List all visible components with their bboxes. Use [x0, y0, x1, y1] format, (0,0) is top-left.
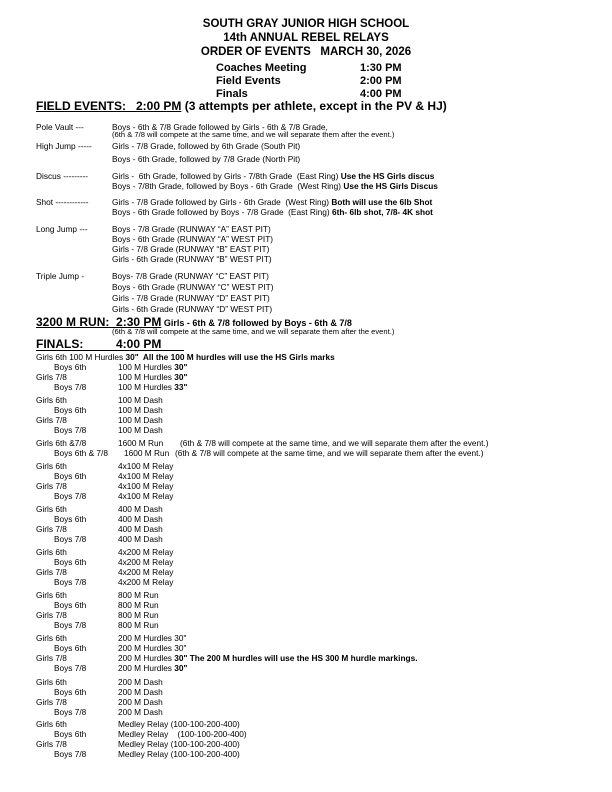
row-event: 1600 M Run	[118, 438, 164, 448]
row-group: Girls 6th	[36, 504, 67, 514]
row-note: (6th & 7/8 will compete at the same time, and we will separate them after the event.)	[175, 448, 484, 458]
event-note: Both will use the 6lb Shot	[331, 197, 433, 207]
row-event: 800 M Run	[118, 610, 159, 620]
row-group: Boys 7/8	[54, 663, 87, 673]
row-group: Boys 7/8	[54, 491, 87, 501]
row-group: Boys 7/8	[54, 534, 87, 544]
row-event: 400 M Dash	[118, 514, 163, 524]
field-events-heading	[36, 100, 447, 113]
event-name: Triple Jump -	[36, 271, 85, 281]
row-group: Girls 7/8	[36, 372, 67, 382]
field-events-note: (3 attempts per athlete, except in the PV & HJ)	[181, 99, 447, 113]
row-group: Boys 6th	[54, 687, 87, 697]
event-name: Discus ---------	[36, 171, 89, 181]
school-title: SOUTH GRAY JUNIOR HIGH SCHOOL	[202, 18, 410, 30]
row-event: 200 M Dash	[118, 697, 163, 707]
row-group: Boys 6th	[54, 729, 87, 739]
row-group: Girls 6th	[36, 590, 67, 600]
event-line: Girls - 7/8 Grade, followed by 6th Grade (South Pit)	[112, 141, 301, 151]
row-group: Girls 7/8	[36, 415, 67, 425]
row-event: 200 M Dash	[118, 687, 163, 697]
row-group: Girls 7/8	[36, 610, 67, 620]
event-line: Boys - 6th Grade (RUNWAY “A” WEST PIT)	[112, 234, 274, 244]
event-line: Boys - 6th & 7/8 Grade followed by Girls - 6th & 7/8 Grade,	[112, 122, 328, 132]
row-event: 400 M Dash	[118, 534, 163, 544]
finals-label: FINALS:	[36, 337, 84, 351]
row-event: 400 M Dash	[118, 524, 163, 534]
row-event: 4x100 M Relay	[118, 461, 174, 471]
row-note: (6th & 7/8 will compete at the same time, and we will separate them after the event.)	[180, 438, 489, 448]
row-group: Girls 7/8	[36, 481, 67, 491]
event-line: (6th & 7/8 will compete at the same time, and we will separate them after the event.)	[112, 130, 395, 139]
schedule-label: Finals	[216, 88, 248, 100]
row-event-text: 100 M Hurdles	[118, 382, 175, 392]
row-note: 30"	[174, 372, 188, 382]
event-text: Boys - 6th Grade followed by Boys - 7/8 Grade (East Ring)	[112, 207, 332, 217]
row-event: 100 M Dash	[118, 395, 163, 405]
row-event: 100 M Dash	[118, 405, 163, 415]
row-group: Boys 7/8	[54, 425, 87, 435]
row-event: 200 M Hurdles 30"	[118, 633, 187, 643]
row-event: Medley Relay (100-100-200-400)	[118, 739, 240, 749]
row-note: 30"	[174, 362, 188, 372]
event-name: Shot ------------	[36, 197, 89, 207]
meet-title: 14th ANNUAL REBEL RELAYS	[223, 32, 389, 44]
event-text: Girls - 6th Grade, followed by Girls - 7/8th Grade (East Ring)	[112, 171, 341, 181]
event-text: Girls - 7/8 Grade followed by Girls - 6th Grade (West Ring)	[112, 197, 332, 207]
row-group: Girls 7/8	[36, 653, 67, 663]
row-group: Girls 6th	[36, 719, 67, 729]
row-group: Boys 6th	[54, 600, 87, 610]
row-group: Boys 7/8	[54, 382, 87, 392]
event-line: Girls - 6th Grade (RUNWAY “D” WEST PIT)	[112, 304, 273, 314]
schedule-label: Coaches Meeting	[216, 62, 307, 74]
event-line: Boys - 7/8 Grade (RUNWAY “A” EAST PIT)	[112, 224, 271, 234]
row-event: 1600 M Run	[124, 448, 170, 458]
row-group: Girls 6th 100 M Hurdles	[36, 352, 126, 362]
row-note: 30" The 200 M hurdles will use the HS 300 M hurdle markings.	[174, 653, 418, 663]
row-group: Boys 6th	[54, 514, 87, 524]
row-event: 400 M Dash	[118, 504, 163, 514]
row-event: 4x200 M Relay	[118, 567, 174, 577]
row-group: Girls 7/8	[36, 739, 67, 749]
row-event: Medley Relay (100-100-200-400)	[118, 729, 247, 739]
row-group: Girls 6th &7/8	[36, 438, 87, 448]
event-note: 6th- 6lb shot, 7/8- 4K shot	[331, 207, 433, 217]
row-event-text: 200 M Hurdles	[118, 663, 175, 673]
row-group: Boys 7/8	[54, 620, 87, 630]
row-event: 100 M Dash	[118, 415, 163, 425]
row-event: 100 M Dash	[118, 425, 163, 435]
row-event: 200 M Hurdles 30"	[118, 643, 187, 653]
row-event: 4x200 M Relay	[118, 557, 174, 567]
event-line: Girls - 6th Grade (RUNWAY “B” WEST PIT)	[112, 254, 272, 264]
row-event: 4x200 M Relay	[118, 577, 174, 587]
event-note: Use the HS Girls Discus	[343, 181, 438, 191]
row-event: 800 M Run	[118, 620, 159, 630]
row-event: 4x100 M Relay	[118, 481, 174, 491]
row-group: Girls 7/8	[36, 524, 67, 534]
event-name: Pole Vault ---	[36, 122, 84, 132]
row-event	[118, 372, 187, 382]
row-event: 800 M Run	[118, 590, 159, 600]
row-group: Girls 6th	[36, 395, 67, 405]
event-text: Boys - 7/8th Grade, followed by Boys - 6th Grade (West Ring)	[112, 181, 344, 191]
row-event: 800 M Run	[118, 600, 159, 610]
row-group: Boys 7/8	[54, 749, 87, 759]
row-event: 4x100 M Relay	[118, 491, 174, 501]
event-line: Girls - 7/8 Grade (RUNWAY “D” EAST PIT)	[112, 293, 270, 303]
row-event	[118, 382, 187, 392]
row-group: Girls 6th	[36, 461, 67, 471]
row-group: Boys 6th	[54, 643, 87, 653]
schedule-time: 4:00 PM	[360, 88, 402, 100]
row-event-text: 200 M Hurdles	[118, 653, 175, 663]
row-note: 33"	[174, 382, 188, 392]
event-line	[112, 197, 432, 207]
row-note: 30" All the 100 M hurdles will use the HS Girls marks	[125, 352, 335, 362]
event-line	[112, 171, 434, 181]
row-group: Girls 7/8	[36, 567, 67, 577]
schedule-label: Field Events	[216, 75, 281, 87]
row-event: 200 M Dash	[118, 677, 163, 687]
row-event: Medley Relay (100-100-200-400)	[118, 719, 240, 729]
row-group: Boys 6th	[54, 471, 87, 481]
row-event-text: 100 M Hurdles	[118, 362, 175, 372]
row-group: Girls 6th	[36, 633, 67, 643]
run3200-note: (6th & 7/8 will compete at the same time, and we will separate them after the event.)	[112, 327, 395, 336]
row-group: Boys 6th	[54, 362, 87, 372]
table-row	[36, 352, 335, 362]
row-group: Girls 6th	[36, 547, 67, 557]
field-events-label: FIELD EVENTS: 2:00 PM	[36, 99, 182, 113]
event-line: Girls - 7/8 Grade (RUNWAY “B” EAST PIT)	[112, 244, 270, 254]
row-event: Medley Relay (100-100-200-400)	[118, 749, 240, 759]
row-group: Boys 7/8	[54, 577, 87, 587]
row-group: Boys 6th	[54, 557, 87, 567]
event-line	[112, 207, 433, 217]
row-group: Girls 7/8	[36, 697, 67, 707]
row-event: 4x200 M Relay	[118, 547, 174, 557]
schedule-time: 1:30 PM	[360, 62, 402, 74]
schedule-time: 2:00 PM	[360, 75, 402, 87]
row-group: Boys 7/8	[54, 707, 87, 717]
event-note: Use the HS Girls discus	[340, 171, 435, 181]
event-line: Boys- 7/8 Grade (RUNWAY “C” EAST PIT)	[112, 271, 269, 281]
row-event: 4x100 M Relay	[118, 471, 174, 481]
row-group: Girls 6th	[36, 677, 67, 687]
run3200-detail: Girls - 6th & 7/8 followed by Boys - 6th & 7/8	[161, 318, 352, 328]
row-event	[118, 362, 187, 372]
row-event-text: 100 M Hurdles	[118, 372, 175, 382]
event-line: Boys - 6th Grade, followed by 7/8 Grade (North Pit)	[112, 154, 301, 164]
event-name: High Jump -----	[36, 141, 92, 151]
row-group: Boys 6th & 7/8	[54, 448, 108, 458]
event-line: Boys - 6th Grade (RUNWAY “C” WEST PIT)	[112, 282, 274, 292]
run3200-label: 3200 M RUN: 2:30 PM	[36, 315, 162, 329]
row-event: 200 M Dash	[118, 707, 163, 717]
finals-heading	[36, 338, 184, 351]
finals-time: 4:00 PM	[116, 337, 162, 351]
row-event	[118, 663, 187, 673]
event-line	[112, 181, 438, 191]
order-title: ORDER OF EVENTS MARCH 30, 2026	[200, 46, 412, 58]
row-event	[118, 653, 418, 663]
event-name: Long Jump ---	[36, 224, 88, 234]
row-group: Boys 6th	[54, 405, 87, 415]
row-note: 30"	[174, 663, 188, 673]
